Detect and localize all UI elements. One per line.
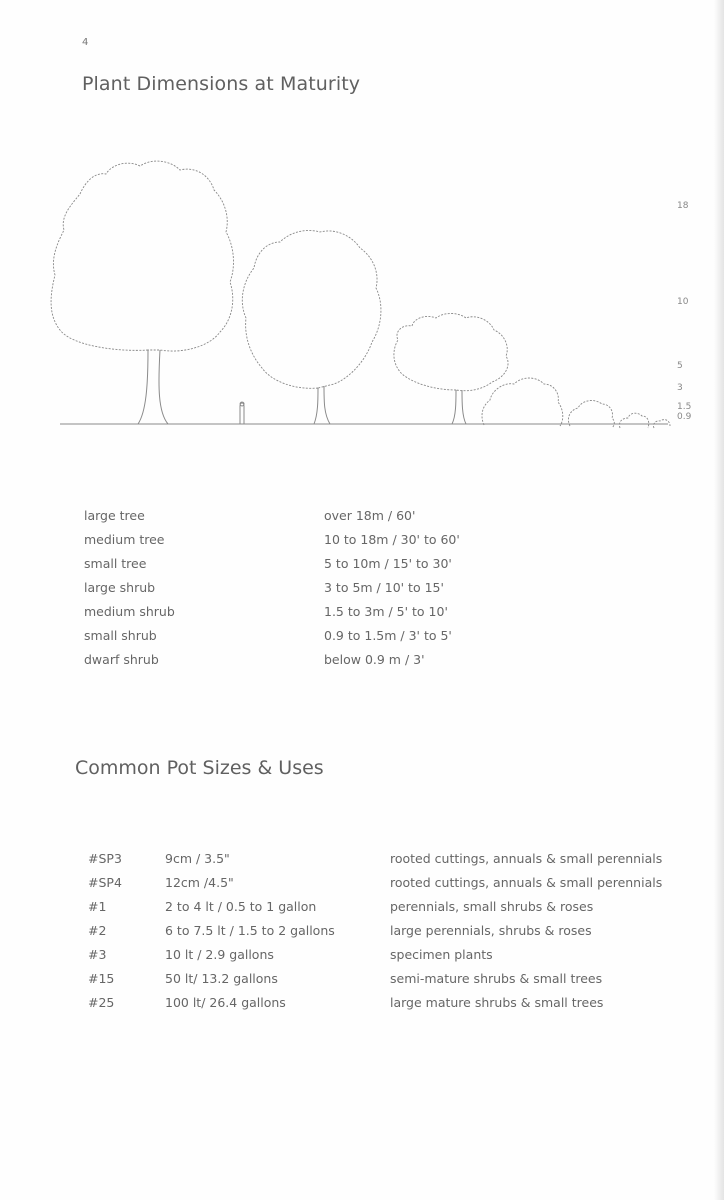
pot-size: 12cm /4.5"	[165, 875, 234, 890]
medium-tree-canopy	[242, 230, 381, 388]
small-tree-canopy	[394, 314, 508, 391]
scale-label-3: 3	[677, 383, 683, 393]
pot-use: rooted cuttings, annuals & small perennials	[390, 851, 663, 866]
plant-type: small tree	[84, 556, 147, 571]
pot-size: 10 lt / 2.9 gallons	[165, 947, 274, 962]
pot-size: 50 lt/ 13.2 gallons	[165, 971, 278, 986]
plant-size: 0.9 to 1.5m / 3' to 5'	[324, 628, 452, 643]
plant-size: over 18m / 60'	[324, 508, 416, 523]
scale-label-0-9: 0.9	[677, 412, 692, 422]
pot-use: semi-mature shrubs & small trees	[390, 971, 603, 986]
pot-size: 9cm / 3.5"	[165, 851, 230, 866]
pot-size: 6 to 7.5 lt / 1.5 to 2 gallons	[165, 923, 335, 938]
dimensions-heading: Plant Dimensions at Maturity	[82, 73, 361, 95]
small-tree-trunk	[452, 390, 466, 424]
pot-use: large perennials, shrubs & roses	[390, 923, 592, 938]
pot-code: #2	[88, 923, 107, 938]
pot-use: rooted cuttings, annuals & small perennials	[390, 875, 663, 890]
person-figure	[240, 402, 244, 424]
plant-type: medium tree	[84, 532, 165, 547]
pot-code: #15	[88, 971, 115, 986]
plant-size: below 0.9 m / 3'	[324, 652, 425, 667]
plant-size: 3 to 5m / 10' to 15'	[324, 580, 444, 595]
plant-type: medium shrub	[84, 604, 175, 619]
plant-size: 5 to 10m / 15' to 30'	[324, 556, 452, 571]
pot-code: #SP4	[88, 875, 122, 890]
pots-heading: Common Pot Sizes & Uses	[75, 757, 324, 779]
pot-size: 2 to 4 lt / 0.5 to 1 gallon	[165, 899, 317, 914]
plant-size: 1.5 to 3m / 5' to 10'	[324, 604, 448, 619]
scale-label-1-5: 1.5	[677, 402, 692, 412]
plant-type: dwarf shrub	[84, 652, 159, 667]
large-shrub	[482, 378, 563, 426]
pot-code: #3	[88, 947, 107, 962]
plant-type: large shrub	[84, 580, 156, 595]
large-tree-canopy	[51, 161, 233, 351]
large-tree-trunk	[138, 350, 168, 424]
plant-size: 10 to 18m / 30' to 60'	[324, 532, 460, 547]
medium-tree-trunk	[314, 386, 330, 424]
plant-size-illustration	[0, 150, 724, 440]
pot-use: perennials, small shrubs & roses	[390, 899, 594, 914]
pot-code: #25	[88, 995, 115, 1010]
plant-type: small shrub	[84, 628, 157, 643]
plant-type: large tree	[84, 508, 145, 523]
pot-code: #1	[88, 899, 107, 914]
page-number: 4	[82, 37, 89, 48]
scale-label-10: 10	[677, 297, 689, 307]
pot-use: specimen plants	[390, 947, 493, 962]
scale-label-5: 5	[677, 361, 683, 371]
scale-label-18: 18	[677, 201, 689, 211]
pot-use: large mature shrubs & small trees	[390, 995, 604, 1010]
small-shrub	[619, 413, 648, 428]
pot-size: 100 lt/ 26.4 gallons	[165, 995, 286, 1010]
pot-code: #SP3	[88, 851, 122, 866]
